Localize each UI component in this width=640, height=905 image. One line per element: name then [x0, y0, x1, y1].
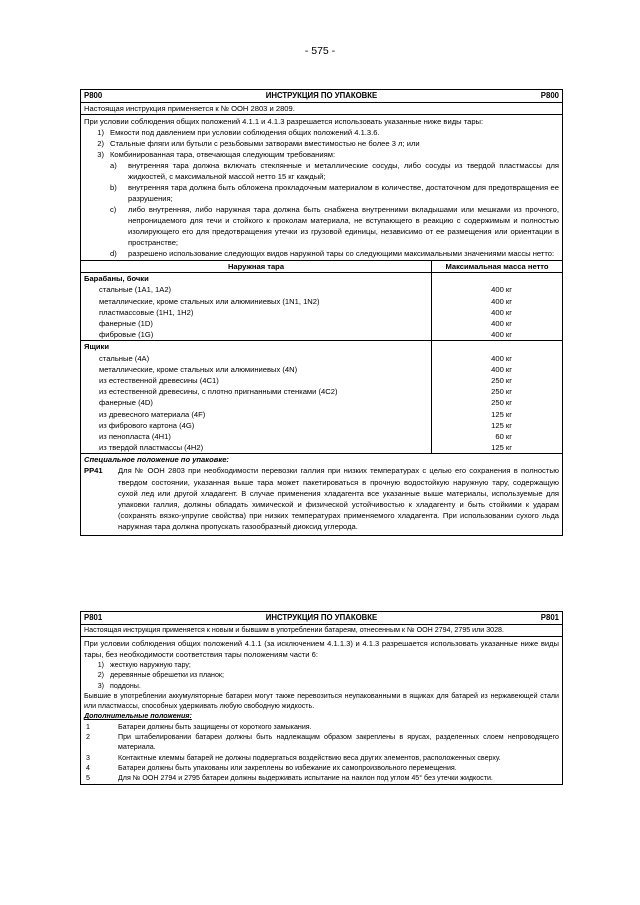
special-provision-heading: Специальное положение по упаковке:	[81, 453, 562, 465]
table-cell-value: 400 кг	[491, 330, 512, 340]
table-cell-value: 400 кг	[491, 319, 512, 329]
p801-body	[81, 637, 562, 784]
table-row	[81, 397, 562, 408]
p801-additional-item	[84, 732, 559, 753]
table-cell-label: фанерные (1D)	[81, 318, 432, 329]
table-cell-label: металлические, кроме стальных или алюминиевых (1N1, 1N2)	[81, 296, 432, 307]
p801-additional-item	[84, 763, 559, 773]
p800-item	[84, 127, 559, 138]
p801-header	[81, 612, 562, 625]
table-cell-label: фибровые (1G)	[81, 329, 432, 341]
table-cell-value: 400 кг	[491, 364, 512, 374]
item-text: Емкости под давлением при условии соблюдения общих положений 4.1.3.6.	[110, 128, 380, 137]
additional-number: 2	[86, 732, 90, 741]
item-text: поддоны.	[110, 681, 141, 690]
table-cell-label: из древесного материала (4F)	[81, 409, 432, 420]
item-number: 3)	[97, 681, 104, 690]
p801-additional-item	[84, 753, 559, 763]
p801-additional-heading: Дополнительные положения:	[84, 712, 192, 721]
p800-code-right: P800	[540, 91, 559, 100]
p801-used-batteries-text: Бывшие в употреблении аккумуляторные батареи могут также перевозиться неупакованными в ящиках для батарей из нержавеющей стали или пластмассы, способных удерживать любую свободную жидкость.	[84, 691, 559, 711]
p800-header	[81, 90, 562, 103]
table-row	[81, 431, 562, 442]
item-number: 1)	[97, 661, 104, 669]
table-cell-label: из естественной древесины, с плотно пригнанными стенками (4C2)	[81, 386, 432, 397]
item-text: жесткую наружную тару;	[110, 661, 191, 669]
table-row	[81, 353, 562, 364]
table-row	[81, 329, 562, 341]
table-cell-value: 250 кг	[491, 398, 512, 408]
table-header-outer: Наружная тара	[81, 261, 432, 273]
table-cell-label: из естественной древесины (4C1)	[81, 375, 432, 386]
item-number: 2)	[97, 139, 104, 148]
p800-subitem	[84, 248, 559, 259]
table-cell-value: 400 кг	[491, 353, 512, 363]
table-cell-label: фанерные (4D)	[81, 397, 432, 408]
special-provision-code: PP41	[84, 466, 103, 476]
p800-item	[84, 149, 559, 160]
table-cell-label: стальные (4A)	[81, 353, 432, 364]
subitem-text: внутренняя тара должна включать стеклянные и металлические сосуды, либо сосуды из твердой пластмассы для жидкостей, с максимальной массой нетто 15 кг каждый;	[128, 161, 559, 181]
table-cell-label: пластмассовые (1H1, 1H2)	[81, 307, 432, 318]
table-cell-label: из твердой пластмассы (4H2)	[81, 442, 432, 453]
item-number: 3)	[97, 150, 104, 159]
table-cell-value: 60 кг	[495, 432, 512, 442]
additional-text: Для № ООН 2794 и 2795 батареи должны выдерживать испытание на наклон под углом 45° без утечки жидкости.	[118, 774, 493, 783]
p800-code-left: P800	[84, 91, 103, 100]
table-cell-label: из фибрового картона (4G)	[81, 420, 432, 431]
p800-subitem	[84, 182, 559, 204]
packing-instruction-p801	[80, 611, 563, 785]
p800-subitem	[84, 160, 559, 182]
p801-item	[84, 670, 559, 680]
p800-applicability: Настоящая инструкция применяется к № ООН 2803 и 2809.	[81, 103, 562, 115]
table-row	[81, 442, 562, 453]
p800-intro: При условии соблюдения общих положений 4.1.1 и 4.1.3 разрешается использовать указанные ниже виды тары:	[84, 117, 484, 126]
table-group-name: Барабаны, бочки	[81, 273, 432, 285]
table-cell-label: металлические, кроме стальных или алюминиевых (4N)	[81, 364, 432, 375]
additional-text: При штабелировании батареи должны быть надлежащим образом закреплены в ярусах, разделенных слоем непроводящего материала.	[118, 732, 559, 752]
p801-applicability: Настоящая инструкция применяется к новым и бывшим в употреблении батареям, отнесенным к № ООН 2794, 2795 или 3028.	[81, 625, 562, 637]
table-cell-value: 250 кг	[491, 387, 512, 397]
table-cell-value: 400 кг	[491, 285, 512, 295]
outer-packaging-table	[81, 260, 562, 453]
subitem-text: разрешено использование следующих видов наружной тары со следующими максимальными значениями массы нетто:	[128, 249, 555, 258]
additional-number: 1	[86, 722, 90, 731]
p800-subitem	[84, 204, 559, 248]
p800-item	[84, 138, 559, 149]
table-row	[81, 409, 562, 420]
additional-text: Батареи должны быть защищены от короткого замыкания.	[118, 722, 312, 731]
page-number: - 575 -	[304, 45, 336, 57]
packing-instruction-p800	[80, 89, 563, 536]
table-row	[81, 284, 562, 295]
item-text: Стальные фляги или бутыли с резьбовыми затворами вместимостью не более 3 л; или	[110, 139, 420, 148]
table-group-name: Ящики	[81, 341, 432, 353]
table-row	[81, 420, 562, 431]
p801-code-left: P801	[84, 613, 103, 622]
subitem-text: внутренняя тара должна быть обложена прокладочным материалом в количестве, достаточном для предотвращения ее разрушения;	[128, 183, 559, 203]
special-provision-text: Для № ООН 2803 при необходимости перевозки галлия при низких температурах с целью его сохранения в полностью твердом состоянии, указанная выше тара может пакетироваться в прочную водостойкую наружную тару, содержащую сухой лед или другой хладагент. В случае применения хладагента все указанные выше материалы, используемые для упаковки галлия, должны обладать химической и физической устойчивостью к хладагенту и быть стойкими к ударам (сохранять вязко-упругие свойства) при низких температурах применяемого хладагента. При использовании сухого льда наружная тара должна пропускать газообразный диоксид углерода.	[118, 466, 559, 532]
p801-item	[84, 681, 559, 691]
table-cell-value: 250 кг	[491, 376, 512, 386]
table-cell-value: 125 кг	[491, 409, 512, 419]
table-group-row	[81, 273, 562, 285]
table-row	[81, 364, 562, 375]
p800-title: ИНСТРУКЦИЯ ПО УПАКОВКЕ	[265, 91, 378, 100]
p801-code-right: P801	[540, 613, 559, 622]
table-group-row	[81, 341, 562, 353]
item-text: Комбинированная тара, отвечающая следующим требованиям:	[110, 150, 336, 159]
additional-number: 5	[86, 774, 90, 783]
table-cell-value: 400 кг	[491, 307, 512, 317]
subitem-letter: a)	[110, 161, 117, 170]
item-text: деревянные обрешетки из планок;	[110, 671, 224, 680]
additional-number: 3	[86, 753, 90, 762]
p801-additional-item	[84, 722, 559, 732]
p801-title: ИНСТРУКЦИЯ ПО УПАКОВКЕ	[265, 613, 378, 622]
subitem-letter: b)	[110, 183, 117, 192]
p801-intro: При условии соблюдения общих положений 4.1.1 (за исключением 4.1.1.3) и 4.1.3 разрешается использовать указанные ниже виды тары, без необходимости соответствия тары положениям части 6:	[84, 639, 559, 659]
table-row	[81, 296, 562, 307]
p801-additional-item	[84, 773, 559, 783]
table-header-mass: Максимальная масса нетто	[432, 261, 563, 273]
special-provision-pp41	[81, 465, 562, 534]
item-number: 2)	[97, 671, 104, 680]
subitem-text: либо внутренняя, либо наружная тара должна быть снабжена внутренними вкладышами или мешками из прочного, непроницаемого для течи и стойкого к проколам материала, не вступающего в реакцию с содержимым и полностью изолирующего его для предотвращения утечки из грузовой единицы, независимо от ее размещения или ориентации в пространстве;	[128, 205, 559, 247]
subitem-letter: c)	[110, 205, 117, 214]
additional-text: Контактные клеммы батарей не должны подвергаться воздействию веса других элементов, расположенных сверху.	[118, 753, 501, 762]
table-row	[81, 375, 562, 386]
item-number: 1)	[97, 128, 104, 137]
table-cell-value: 125 кг	[491, 443, 512, 453]
table-cell-label: стальные (1A1, 1A2)	[81, 284, 432, 295]
p800-body	[81, 115, 562, 260]
table-cell-label: из пенопласта (4H1)	[81, 431, 432, 442]
table-row	[81, 318, 562, 329]
table-cell-value: 400 кг	[491, 296, 512, 306]
subitem-letter: d)	[110, 249, 117, 258]
p801-item	[84, 660, 559, 670]
additional-text: Батареи должны быть упакованы или закреплены во избежание их самопроизвольного перемещения.	[118, 763, 457, 772]
additional-number: 4	[86, 763, 90, 772]
table-row	[81, 307, 562, 318]
table-header-row	[81, 261, 562, 273]
table-row	[81, 386, 562, 397]
table-cell-value: 125 кг	[491, 420, 512, 430]
